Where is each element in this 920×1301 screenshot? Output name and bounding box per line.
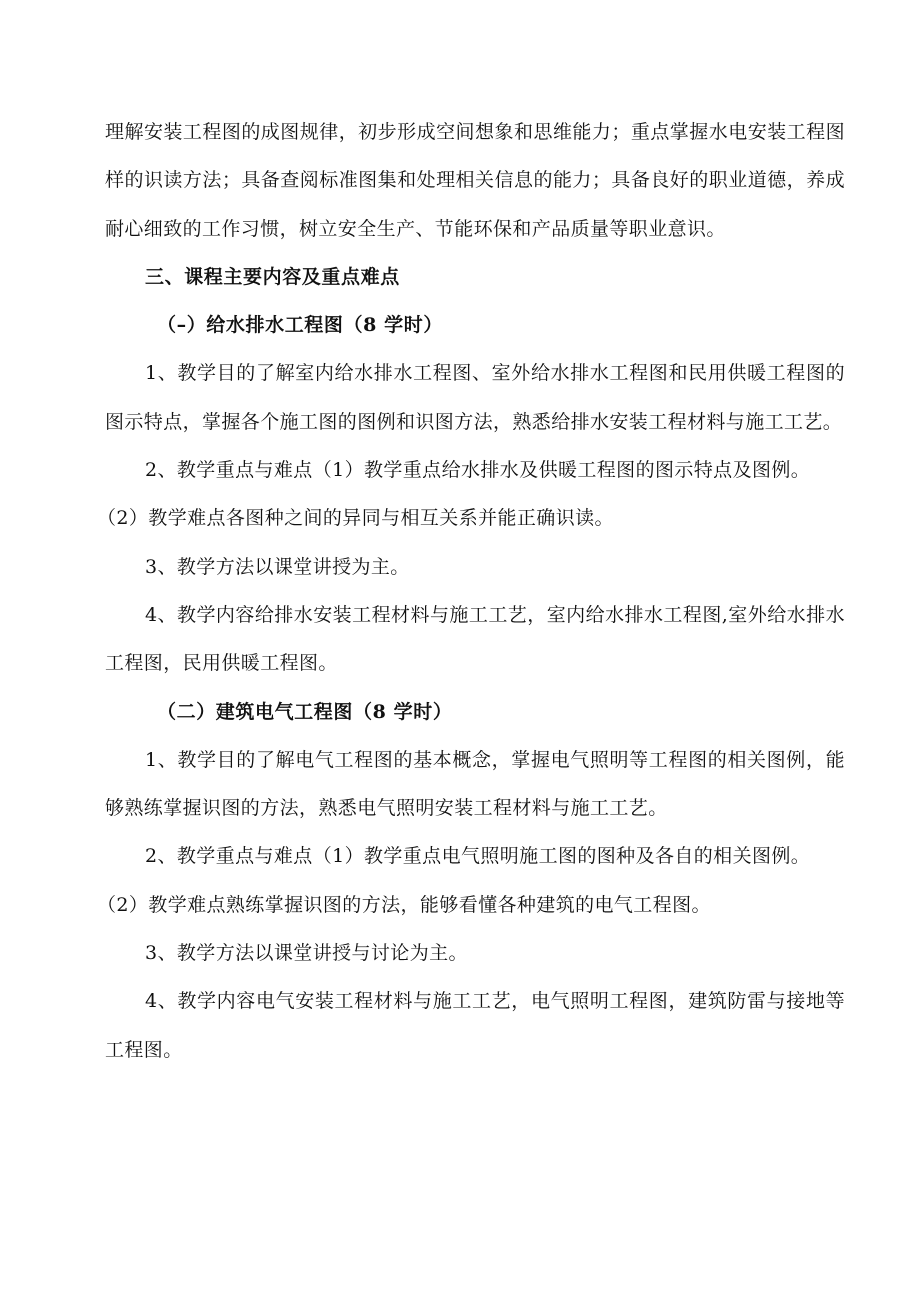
unit1-item3: 3、教学方法以课堂讲授为主。 <box>145 555 410 578</box>
unit2-heading: （二）建筑电气工程图（8 学时） <box>157 700 453 723</box>
unit1-item2-continued: （2）教学难点各图种之间的异同与相互关系并能正确识读。 <box>97 507 614 530</box>
unit2-item1: 1、教学目的了解电气工程图的基本概念，掌握电气照明等工程图的相关图例，能够熟练掌握识图的方法，熟悉电气照明安装工程材料与施工工艺。 <box>105 748 845 820</box>
intro-paragraph: 理解安装工程图的成图规律，初步形成空间想象和思维能力；重点掌握水电安装工程图样的识读方法；具备查阅标准图集和处理相关信息的能力；具备良好的职业道德，养成耐心细致的工作习惯，树立安全生产、节能环保和产品质量等职业意识。 <box>105 121 845 240</box>
unit1-item1: 1、教学目的了解室内给水排水工程图、室外给水排水工程图和民用供暖工程图的图示特点，掌握各个施工图的图例和识图方法，熟悉给排水安装工程材料与施工工艺。 <box>105 362 845 433</box>
unit2-item4: 4、教学内容电气安装工程材料与施工工艺，电气照明工程图，建筑防雷与接地等工程图。 <box>105 990 845 1061</box>
unit1-item4: 4、教学内容给排水安装工程材料与施工工艺，室内给水排水工程图,室外给水排水工程图，民用供暖工程图。 <box>105 603 845 675</box>
section-heading: 三、课程主要内容及重点难点 <box>145 265 400 288</box>
unit2-item2: 2、教学重点与难点（1）教学重点电气照明施工图的图种及各自的相关图例。 <box>145 845 811 868</box>
unit1-item2: 2、教学重点与难点（1）教学重点给水排水及供暖工程图的图示特点及图例。 <box>145 459 811 482</box>
unit1-heading: （–）给水排水工程图（8 学时） <box>157 314 443 337</box>
document-page <box>97 108 845 1074</box>
unit2-item3: 3、教学方法以课堂讲授与讨论为主。 <box>145 942 468 965</box>
unit2-item2-continued: （2）教学难点熟练掌握识图的方法，能够看懂各种建筑的电气工程图。 <box>97 893 711 916</box>
